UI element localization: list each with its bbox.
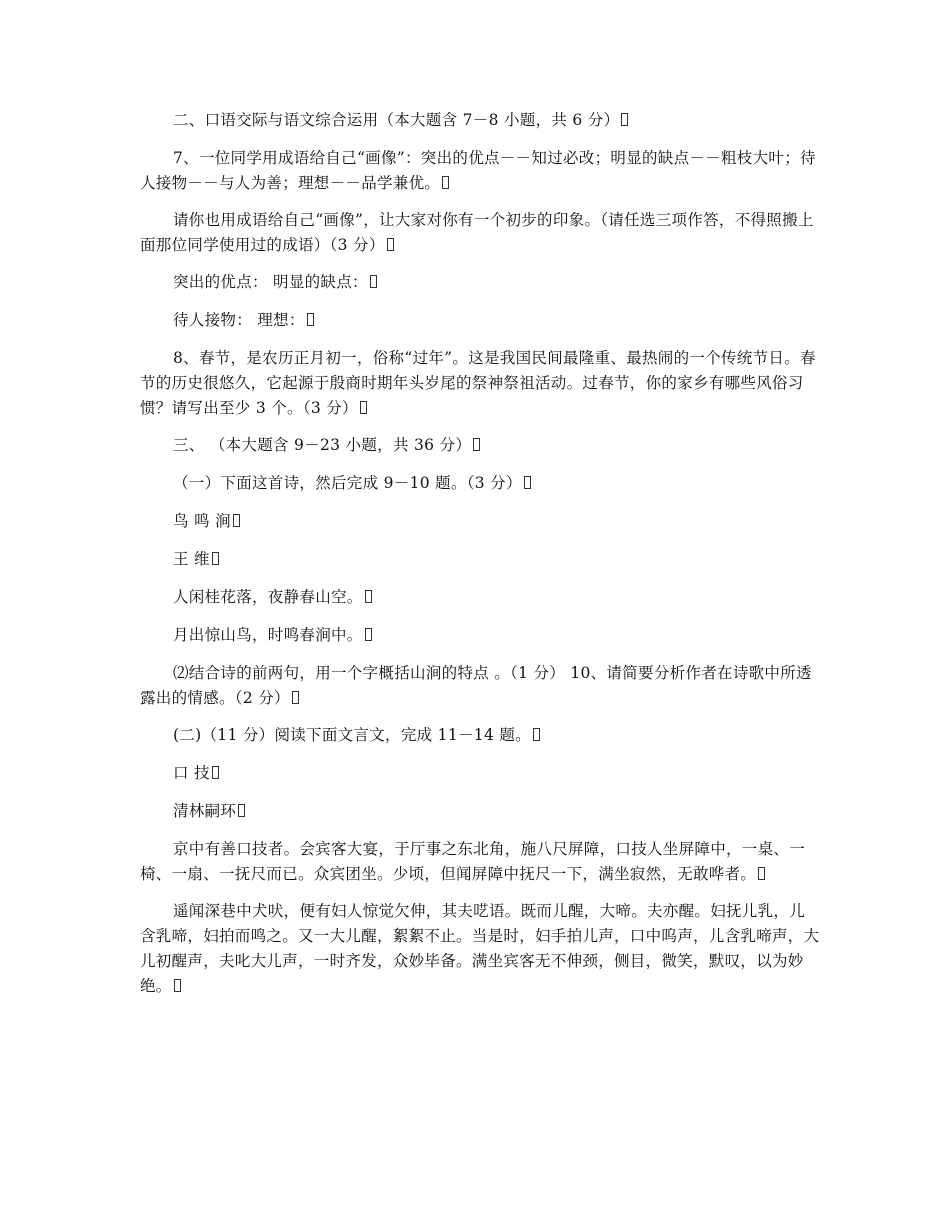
question-9-10 — [140, 661, 820, 711]
paragraph-text: 二、口语交际与语文综合运用（本大题含 7－8 小题，共 6 分） — [173, 111, 620, 129]
question-8 — [140, 346, 820, 421]
paragraph-mark-icon — [387, 238, 394, 251]
paragraph-text: 8、春节，是农历正月初一，俗称“过年”。这是我国民间最隆重、最热闹的一个传统节日。春节的历史很悠久，它起源于殷商时期年头岁尾的祭神祭祖活动。过春节，你的家乡有哪些风俗习惯？请写出至少 3 个。（3 分） — [140, 349, 816, 417]
paragraph-mark-icon — [758, 867, 765, 880]
paragraph-mark-icon — [533, 728, 540, 741]
paragraph-mark-icon — [621, 113, 628, 126]
poem-line-2 — [140, 623, 820, 648]
paragraph-mark-icon — [365, 628, 372, 641]
paragraph-text: 请你也用成语给自己“画像”，让大家对你有一个初步的印象。（请任选三项作答，不得照搬上面那位同学使用过的成语）（3 分） — [140, 211, 814, 254]
poem-author — [140, 547, 820, 572]
question-7 — [140, 146, 820, 196]
classical-paragraph-1 — [140, 837, 820, 887]
paragraph-text: 口 技 — [173, 764, 210, 782]
paragraph-text: (二)（11 分）阅读下面文言文，完成 11－14 题。 — [173, 726, 531, 744]
paragraph-mark-icon — [524, 476, 531, 489]
paragraph-text: 待人接物： 理想： — [173, 311, 305, 329]
paragraph-text: 人闲桂花落，夜静春山空。 — [173, 588, 363, 606]
paragraph-mark-icon — [233, 514, 240, 527]
classical-title — [140, 761, 820, 786]
classical-instruction — [140, 723, 820, 748]
paragraph-text: 京中有善口技者。会宾客大宴，于厅事之东北角，施八尺屏障，口技人坐屏障中，一桌、一椅、一扇、一抚尺而已。众宾团坐。少顷，但闻屏障中抚尺一下，满坐寂然，无敢哗者。 — [140, 840, 806, 883]
paragraph-mark-icon — [212, 766, 219, 779]
paragraph-mark-icon — [212, 552, 219, 565]
question-7-instruction — [140, 208, 820, 258]
classical-paragraph-2 — [140, 899, 820, 999]
paragraph-mark-icon — [292, 691, 299, 704]
section-heading-2 — [140, 108, 820, 133]
paragraph-text: ⑵结合诗的前两句，用一个字概括山涧的特点 。（1 分） 10、请简要分析作者在诗歌中所透露出的情感。（2 分） — [140, 664, 812, 707]
paragraph-text: 三、 （本大题含 9－23 小题，共 36 分） — [173, 436, 472, 454]
answer-line-1 — [140, 270, 820, 295]
paragraph-mark-icon — [174, 979, 181, 992]
poem-line-1 — [140, 585, 820, 610]
paragraph-text: 突出的优点： 明显的缺点： — [173, 273, 368, 291]
poem-instruction — [140, 471, 820, 496]
paragraph-mark-icon — [365, 590, 372, 603]
paragraph-text: 鸟 鸣 涧 — [173, 512, 231, 530]
paragraph-mark-icon — [360, 401, 367, 414]
classical-author — [140, 799, 820, 824]
paragraph-mark-icon — [442, 176, 449, 189]
paragraph-mark-icon — [473, 438, 480, 451]
paragraph-text: （一）下面这首诗，然后完成 9－10 题。（3 分） — [173, 474, 522, 492]
section-heading-3 — [140, 433, 820, 458]
paragraph-mark-icon — [238, 804, 245, 817]
paragraph-text: 王 维 — [173, 550, 210, 568]
paragraph-text: 月出惊山鸟，时鸣春涧中。 — [173, 626, 363, 644]
paragraph-mark-icon — [307, 313, 314, 326]
paragraph-text: 清林嗣环 — [173, 802, 237, 820]
answer-line-2 — [140, 308, 820, 333]
paragraph-mark-icon — [370, 275, 377, 288]
document-body — [140, 108, 820, 1011]
paragraph-text: 7、一位同学用成语给自己“画像”：突出的优点－－知过必改；明显的缺点－－粗枝大叶；待人接物－－与人为善；理想－－品学兼优。 — [140, 149, 816, 192]
poem-title — [140, 509, 820, 534]
paragraph-text: 遥闻深巷中犬吠，便有妇人惊觉欠伸，其夫呓语。既而儿醒，大啼。夫亦醒。妇抚儿乳，儿含乳啼，妇拍而鸣之。又一大儿醒，絮絮不止。当是时，妇手拍儿声，口中呜声，儿含乳啼声，大儿初醒声，夫叱大儿声，一时齐发，众妙毕备。满坐宾客无不伸颈，侧目，微笑，默叹，以为妙绝。 — [140, 902, 820, 995]
